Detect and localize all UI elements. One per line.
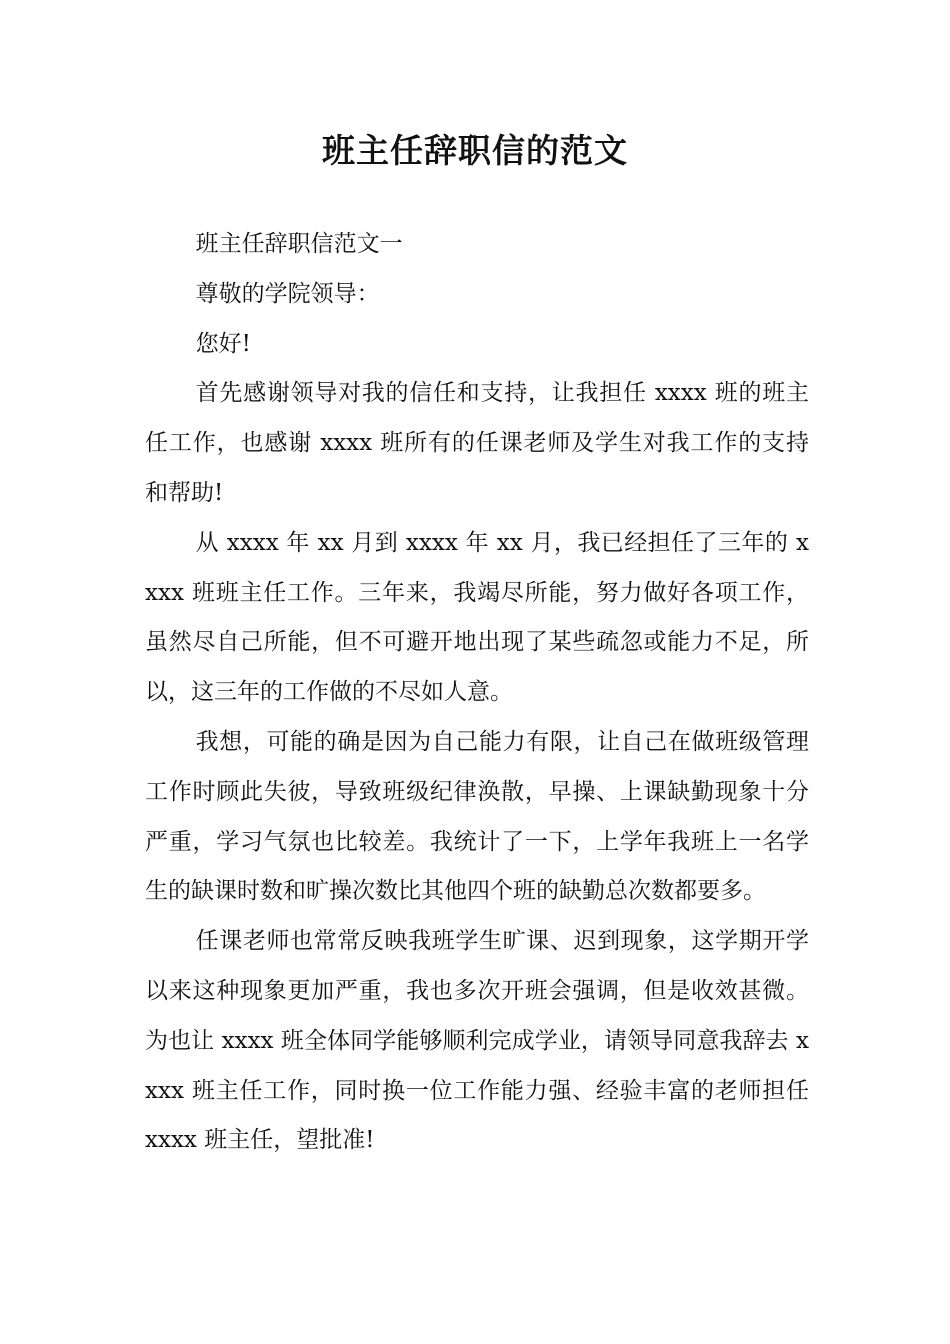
salutation-paragraph: 尊敬的学院领导： (195, 280, 380, 307)
document-body (145, 220, 809, 1166)
subtitle-paragraph: 班主任辞职信范文一 (195, 231, 403, 257)
body-paragraph-request: 任课老师也常常反映我班学生旷课、迟到现象，这学期开学以来这种现象更加严重，我也多次开班会强调，但是收效甚微。为也让 xxxx 班全体同学能够顺利完成学业，请领导同意我辞去 xxxx 班主任工作，同时换一位工作能力强、经验丰富的老师担任 xxxx 班主任，望批准! (145, 928, 809, 1154)
body-paragraph-reflection: 我想，可能的确是因为自己能力有限，让自己在做班级管理工作时顾此失彼，导致班级纪律涣散，早操、上课缺勤现象十分严重，学习气氛也比较差。我统计了一下，上学年我班上一名学生的缺课时数和旷操次数比其他四个班的缺勤总次数都要多。 (145, 728, 809, 905)
document-title: 班主任辞职信的范文 (322, 131, 628, 170)
body-paragraph-tenure: 从 xxxx 年 xx 月到 xxxx 年 xx 月，我已经担任了三年的 xxxx 班班主任工作。三年来，我竭尽所能，努力做好各项工作，虽然尽自己所能，但不可避开地出现了某些疏忽或能力不足，所以，这三年的工作做的不尽如人意。 (145, 529, 809, 706)
body-paragraph-thanks: 首先感谢领导对我的信任和支持，让我担任 xxxx 班的班主任工作，也感谢 xxxx 班所有的任课老师及学生对我工作的支持和帮助! (145, 380, 809, 506)
greeting-paragraph: 您好! (195, 330, 251, 357)
